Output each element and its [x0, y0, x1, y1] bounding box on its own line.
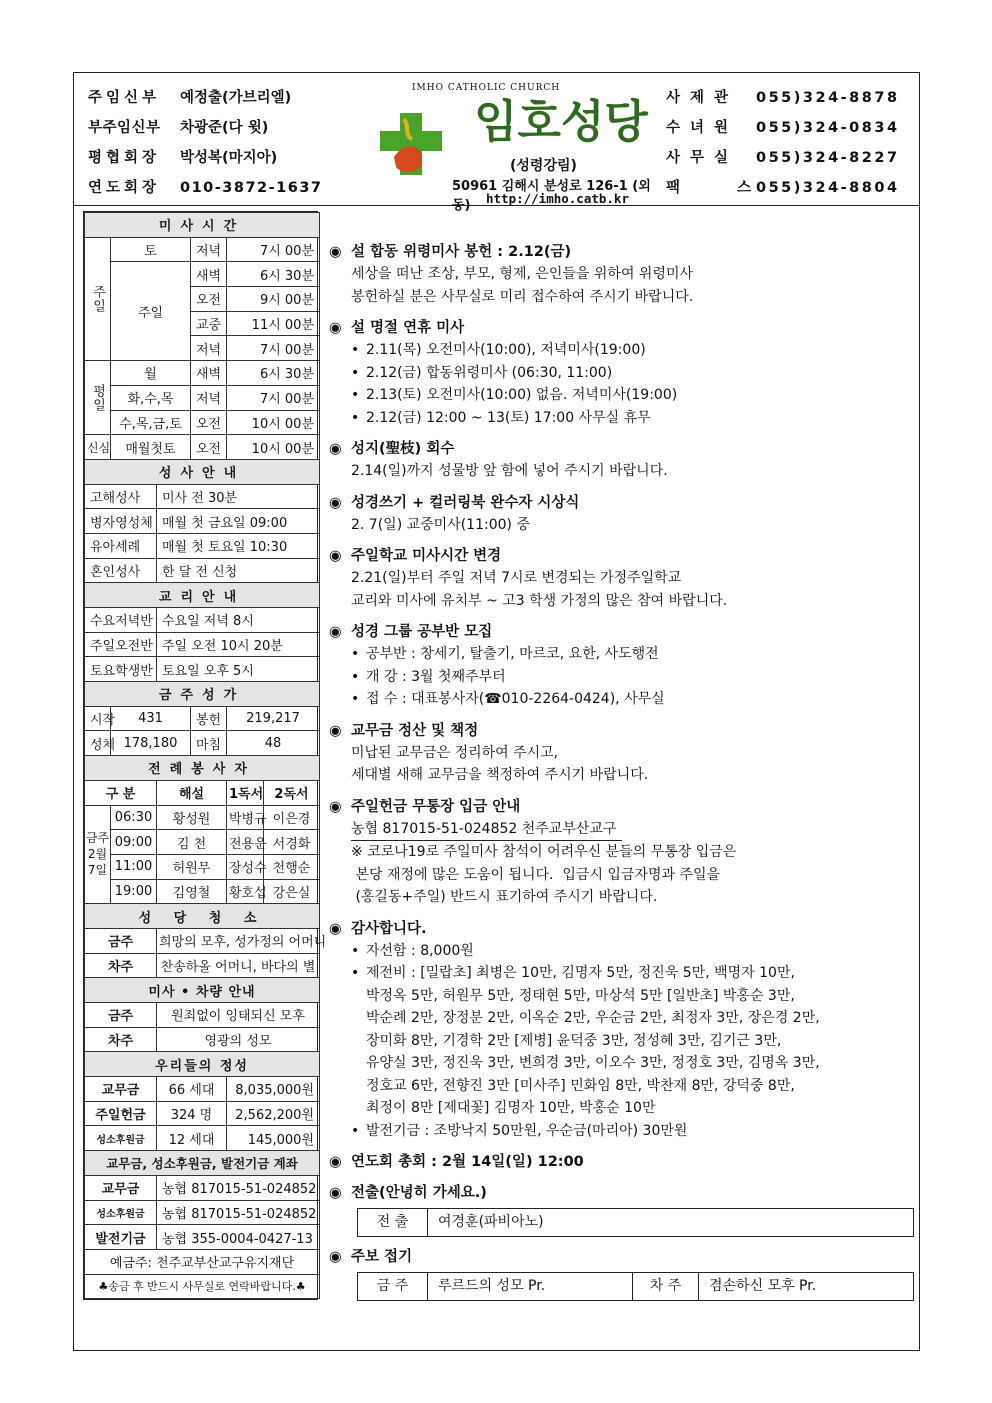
class-name: 주일오전반 [85, 632, 157, 657]
server-time: 11:00 [111, 854, 157, 879]
hymn-number: 431 [111, 706, 191, 731]
servers-title: 전례봉사자 [85, 756, 320, 781]
server-name: 황성원 [157, 805, 227, 830]
offering-amount: 2,562,200원 [227, 1101, 320, 1126]
offering-type: 교무금 [85, 1077, 157, 1102]
box-label: 차 주 [633, 1273, 699, 1300]
notice-title: ◉ 감사합니다. [329, 918, 914, 940]
target-bullet-icon: ◉ [329, 624, 342, 640]
mass-day: 화,수,목 [111, 385, 191, 410]
notice-list [329, 643, 914, 711]
offering-count: 66 세대 [157, 1077, 227, 1102]
account-type: 발전기금 [85, 1225, 157, 1250]
notice-title: ◉ 전출(안녕히 가세요.) [329, 1182, 914, 1204]
bulletin-folding-box [357, 1272, 914, 1301]
mass-time: 6시 30분 [227, 361, 320, 386]
mass-when: 저녁 [191, 385, 227, 410]
mass-when: 오전 [191, 287, 227, 312]
mass-time: 7시 00분 [227, 385, 320, 410]
staff-row: 주임신부 예정출(가브리엘) [88, 90, 292, 106]
notice-bullet-cont: 최정이 8만 [제대꽃] 김명자 10만, 박홍순 10만 [366, 1100, 656, 1116]
sacrament-name: 혼인성사 [85, 558, 157, 583]
notice-item [329, 1182, 914, 1237]
notice-item [329, 720, 914, 787]
week-label: 차주 [85, 1027, 157, 1052]
target-bullet-icon: ◉ [329, 1185, 342, 1201]
mass-day: 주일 [111, 262, 191, 361]
sacrament-name: 고해성사 [85, 484, 157, 509]
target-bullet-icon: ◉ [329, 494, 342, 511]
staff-contacts [88, 83, 323, 203]
catechism-title: 교리안내 [85, 583, 320, 608]
mass-when: 오전 [191, 410, 227, 435]
notice-line: ※ 코로나19로 주일미사 참석이 어려우신 분들의 무통장 입금은 [351, 844, 737, 860]
week-label: 금주 [85, 1003, 157, 1028]
notice-bullet: • 2.12(금) 12:00 ~ 13(토) 17:00 사무실 휴무 [329, 407, 914, 430]
phone-row: 사무실 055)324-8227 [666, 150, 900, 166]
weekday-label: 평일 [85, 361, 111, 435]
notice-bullet-cont: 박정옥 5만, 허원무 5만, 정태현 5만, 마상석 5만 [일반초] 박홍순 3만, [366, 987, 795, 1004]
church-address: 50961 김해시 분성로 126-1 (외동) [452, 179, 651, 213]
server-name: 전용운 [227, 830, 264, 855]
account-number: 농협 817015-51-024852 [157, 1200, 320, 1225]
notice-item [329, 918, 914, 1143]
class-time: 주일 오전 10시 20분 [157, 632, 320, 657]
notice-list [329, 940, 914, 1143]
church-url[interactable]: http://imho.catb.kr [486, 191, 629, 206]
notice-bullet-cont: 유양실 3만, 정진욱 3만, 변희경 3만, 이오수 3만, 정정호 3만, 김명옥 3만, [366, 1055, 820, 1071]
church-subtitle: (성령강림) [510, 158, 577, 174]
hymn-label: 봉헌 [191, 706, 227, 731]
office-contacts [666, 83, 900, 203]
target-bullet-icon: ◉ [329, 1249, 342, 1265]
target-bullet-icon: ◉ [329, 920, 342, 937]
mass-time: 6시 30분 [227, 262, 320, 287]
notice-bullet: • 2.11(목) 오전미사(10:00), 저녁미사(19:00) [329, 339, 914, 362]
notice-bullet-cont: 정호교 6만, 전향진 3만 [미사주] 민화임 8만, 박찬재 8만, 강덕중 8만, [366, 1077, 795, 1094]
notice-line: 미납된 교무금은 정리하여 주시고, [351, 744, 559, 761]
hymn-number: 48 [227, 731, 320, 756]
notice-line: (홍길동+주일) 반드시 표기하여 주시기 바랍니다. [351, 889, 658, 905]
notice-line: 2.14(일)까지 성물방 앞 함에 넣어 주시기 바랍니다. [351, 463, 668, 479]
mass-when: 새벽 [191, 361, 227, 386]
hymn-number: 219,217 [227, 706, 320, 731]
mass-day: 토 [111, 237, 191, 262]
notice-item [329, 545, 914, 612]
mass-time: 10시 00분 [227, 435, 320, 460]
servers-head: 1독서 [227, 780, 264, 805]
notice-bullet: • 공부반 : 창세기, 탈출기, 마르코, 요한, 사도행전 [329, 643, 914, 666]
mass-when: 저녁 [191, 336, 227, 361]
offering-type: 주일헌금 [85, 1101, 157, 1126]
notice-title: ◉ 성경 그룹 공부반 모집 [329, 621, 914, 643]
notice-item [329, 492, 914, 537]
servers-head: 구 분 [85, 780, 157, 805]
notice-bullet: • 2.13(토) 오전미사(10:00) 없음. 저녁미사(19:00) [329, 384, 914, 407]
sidebar-table [84, 212, 327, 1299]
sacrament-info: 매월 첫 금요일 09:00 [157, 509, 320, 534]
notice-bullet: • 접 수 : 대표봉사자(☎010-2264-0424), 사무실 [329, 688, 914, 711]
car-group: 영광의 성모 [157, 1027, 320, 1052]
server-name: 허원무 [157, 854, 227, 879]
target-bullet-icon: ◉ [329, 548, 342, 564]
account-type: 교무금 [85, 1175, 157, 1200]
server-name: 김 천 [157, 830, 227, 855]
notice-bullet: • 제전비 : [밀랍초] 최병은 10만, 김명자 5만, 정진욱 5만, 백명자 10만, [329, 962, 914, 985]
hymn-label: 시작 [85, 706, 111, 731]
bank-account-line: 농협 817015-51-024852 천주교부산교구 [329, 818, 914, 842]
hymn-label: 성체 [85, 731, 111, 756]
target-bullet-icon: ◉ [329, 244, 342, 260]
notice-title: ◉ 성지(聖枝) 회수 [329, 438, 914, 460]
offering-amount: 8,035,000원 [227, 1077, 320, 1102]
notices-column [329, 241, 914, 1310]
hymn-label: 마침 [191, 731, 227, 756]
notice-item [329, 438, 914, 483]
servers-date: 금주 2월 7일 [85, 805, 111, 904]
sacrament-info: 매월 첫 토요일 10:30 [157, 533, 320, 558]
box-value: 여경훈(파비아노) [438, 1214, 544, 1230]
server-name: 강은실 [264, 879, 320, 904]
box-label: 금 주 [358, 1273, 428, 1300]
target-bullet-icon: ◉ [329, 1154, 342, 1170]
notice-title: ◉ 주일헌금 무통장 입금 안내 [329, 796, 914, 818]
notice-line: 봉헌하실 분은 사무실로 미리 접수하여 주시기 바랍니다. [351, 288, 694, 305]
mass-time: 11시 00분 [227, 311, 320, 336]
offerings-title: 우리들의 정성 [85, 1052, 320, 1077]
class-name: 수요저녁반 [85, 608, 157, 633]
phone-row: 수녀원 055)324-0834 [666, 120, 900, 136]
notice-line: 2.21(일)부터 주일 저녁 7시로 변경되는 가정주일학교 [351, 570, 682, 586]
mass-time: 7시 00분 [227, 336, 320, 361]
mass-time: 10시 00분 [227, 410, 320, 435]
notice-item [329, 621, 914, 711]
account-number: 농협 355-0004-0427-13 [157, 1225, 320, 1250]
cleaning-title: 성 당 청 소 [85, 904, 320, 929]
offering-count: 324 명 [157, 1101, 227, 1126]
mass-times-title: 미사시간 [85, 213, 320, 238]
box-label: 전 출 [358, 1209, 428, 1236]
notice-bullet: • 자선함 : 8,000원 [329, 940, 914, 963]
notice-line: 본당 재정에 많은 도움이 됩니다. 입금시 입금자명과 주일을 [351, 866, 721, 883]
notice-title: ◉ 주일학교 미사시간 변경 [329, 545, 914, 567]
notice-line: 2. 7(일) 교중미사(11:00) 중 [351, 516, 530, 533]
server-time: 06:30 [111, 805, 157, 830]
offering-amount: 145,000원 [227, 1126, 320, 1151]
sacrament-info: 한 달 전 신청 [157, 558, 320, 583]
notice-bullet: • 2.12(금) 합동위령미사 (06:30, 11:00) [329, 362, 914, 385]
server-name: 황호섭 [227, 879, 264, 904]
bulletin-page [73, 72, 920, 1351]
target-bullet-icon: ◉ [329, 798, 342, 815]
notice-line: 세상을 떠난 조상, 부모, 형제, 은인들을 위하여 위령미사 [351, 266, 694, 282]
server-time: 09:00 [111, 830, 157, 855]
hymns-title: 금주성가 [85, 682, 320, 707]
class-time: 수요일 저녁 8시 [157, 608, 320, 633]
servers-head: 2독서 [264, 780, 320, 805]
week-label: 차주 [85, 953, 157, 978]
mass-car-title: 미사 • 차량 안내 [85, 978, 320, 1003]
notice-item [329, 796, 914, 909]
box-value: 루르드의 성모 Pr. [428, 1273, 633, 1300]
staff-row: 평협회장 박성복(마지아) [88, 150, 278, 166]
bulletin-header [74, 73, 919, 213]
class-time: 토요일 오후 5시 [157, 657, 320, 682]
server-name: 박병규 [227, 805, 264, 830]
notice-item [329, 1151, 914, 1173]
notice-bullet: • 발전기금 : 조방낙지 50만원, 우순금(마리아) 30만원 [329, 1120, 914, 1143]
cleaning-group: 희망의 모후, 성가정의 어머니 [157, 928, 320, 953]
notice-line: 교리와 미사에 유치부 ~ 고3 학생 가정의 많은 참여 바랍니다. [351, 592, 728, 609]
notice-bullet-cont: 장미화 8만, 기경학 2만 [제병] 윤덕중 3만, 정성혜 3만, 김기근 3만, [366, 1032, 782, 1049]
mass-when: 새벽 [191, 262, 227, 287]
hymn-number: 178,180 [111, 731, 191, 756]
sacrament-name: 유아세례 [85, 533, 157, 558]
servers-head: 해설 [157, 780, 227, 805]
server-name: 장성수 [227, 854, 264, 879]
notice-list [329, 339, 914, 429]
notice-bullet-cont: 박순례 2만, 장정분 2만, 이옥순 2만, 우순금 2만, 최정자 3만, 장은경 2만, [366, 1010, 820, 1026]
accounts-title: 교무금, 성소후원금, 발전기금 계좌 [85, 1151, 320, 1176]
notice-bullet: • 개 강 : 3월 첫째주부터 [329, 666, 914, 689]
account-type: 성소후원금 [85, 1200, 157, 1225]
class-name: 토요학생반 [85, 657, 157, 682]
depositor-text: 예금주: 천주교부산교구유지재단 [85, 1249, 320, 1274]
mass-time: 7시 00분 [227, 237, 320, 262]
server-name: 서경화 [264, 830, 320, 855]
notice-title: ◉ 교무금 정산 및 책정 [329, 720, 914, 742]
staff-row: 연도회장 010-3872-1637 [88, 180, 323, 196]
account-number: 농협 817015-51-024852 [157, 1175, 320, 1200]
notice-title: ◉ 설 명절 연휴 미사 [329, 317, 914, 339]
target-bullet-icon: ◉ [329, 441, 342, 457]
box-value: 겸손하신 모후 Pr. [709, 1278, 817, 1294]
sacrament-info: 미사 전 30분 [157, 484, 320, 509]
mass-day: 수,목,금,토 [111, 410, 191, 435]
sunday-label: 주일 [85, 237, 111, 360]
week-label: 금주 [85, 928, 157, 953]
cross-icon [376, 109, 446, 179]
devotion-label: 신심 [85, 435, 111, 460]
mass-when: 저녁 [191, 237, 227, 262]
notice-title: ◉ 주보 접기 [329, 1246, 914, 1268]
target-bullet-icon: ◉ [329, 722, 342, 739]
phone-row: 사제관 055)324-8878 [666, 90, 900, 106]
server-name: 천행순 [264, 854, 320, 879]
phone-row: 팩 스055)324-8804 [666, 180, 900, 196]
notice-item [329, 317, 914, 429]
notice-title: ◉ 성경쓰기 + 컬러링북 완수자 시상식 [329, 492, 914, 514]
notice-item [329, 241, 914, 308]
notice-line: 세대별 새해 교무금을 책정하여 주시기 바랍니다. [351, 767, 649, 783]
mass-time: 9시 00분 [227, 287, 320, 312]
sacrament-name: 병자영성체 [85, 509, 157, 534]
logo-latin-text: IMHO CATHOLIC CHURCH [412, 83, 561, 93]
car-group: 원죄없이 잉태되신 모후 [157, 1003, 320, 1028]
info-sidebar [83, 211, 327, 1300]
notice-title: ◉ 설 합동 위령미사 봉헌 : 2.12(금) [329, 241, 914, 263]
server-name: 김영철 [157, 879, 227, 904]
offering-count: 12 세대 [157, 1126, 227, 1151]
transfer-out-box [357, 1208, 914, 1237]
church-name: 임호성당 [474, 95, 648, 148]
mass-when: 교중 [191, 311, 227, 336]
cleaning-group: 찬송하올 어머니, 바다의 별 [157, 953, 320, 978]
church-logo [374, 81, 659, 213]
staff-row: 부주임신부 차광준(다 윗) [88, 120, 269, 136]
notice-title: ◉ 연도회 총회 : 2월 14일(일) 12:00 [329, 1151, 914, 1173]
server-name: 이은경 [264, 805, 320, 830]
sacrament-title: 성사안내 [85, 459, 320, 484]
server-time: 19:00 [111, 879, 157, 904]
transfer-notice: ♣송금 후 반드시 사무실로 연락바랍니다.♣ [85, 1274, 320, 1299]
mass-day: 매월첫토 [111, 435, 191, 460]
target-bullet-icon: ◉ [329, 320, 342, 336]
notice-item [329, 1246, 914, 1301]
offering-type: 성소후원금 [85, 1126, 157, 1151]
mass-day: 월 [111, 361, 191, 386]
mass-when: 오전 [191, 435, 227, 460]
